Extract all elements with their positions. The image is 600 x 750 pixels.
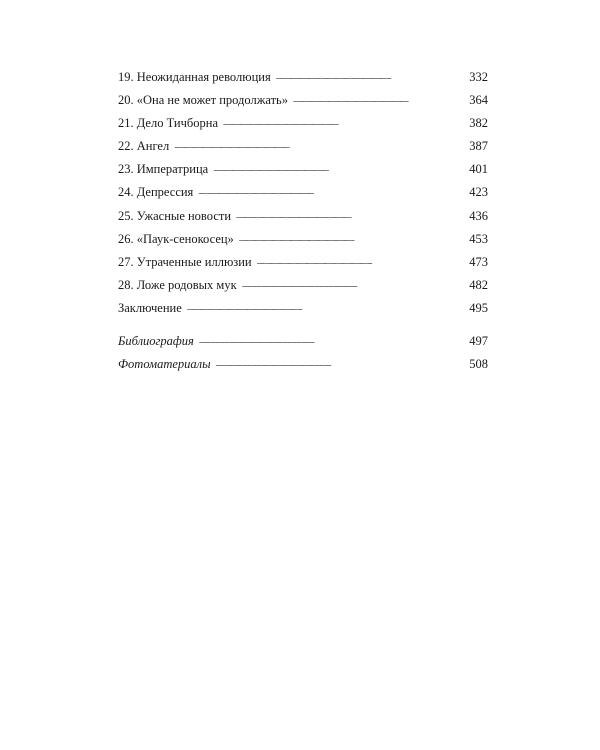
toc-entry-page: 387 bbox=[469, 139, 488, 154]
dot-leader bbox=[223, 115, 460, 128]
toc-entry-chapter-27 bbox=[118, 251, 488, 274]
toc-entry-title: 24. Депрессия bbox=[118, 185, 194, 200]
dot-leader bbox=[199, 333, 460, 346]
toc-entry-conclusion bbox=[118, 297, 488, 320]
toc-entry-title: 21. Дело Тичборна bbox=[118, 116, 218, 131]
toc-entry-page: 382 bbox=[469, 116, 488, 131]
dot-leader bbox=[198, 184, 460, 197]
toc-entry-title: Библиография bbox=[118, 334, 194, 349]
toc-entry-page: 436 bbox=[469, 208, 488, 223]
toc-entry-page: 495 bbox=[469, 300, 488, 315]
toc-entry-page: 401 bbox=[469, 162, 488, 177]
dot-leader bbox=[236, 207, 460, 220]
toc-entry-chapter-26 bbox=[118, 228, 488, 251]
toc-entry-chapter-21 bbox=[118, 112, 488, 135]
toc-entry-page: 332 bbox=[469, 70, 488, 84]
dot-leader bbox=[213, 161, 460, 174]
toc-entry-photographs bbox=[118, 353, 488, 376]
toc-entry-title: Фотоматериалы bbox=[118, 357, 211, 372]
toc-entry-page: 473 bbox=[469, 254, 488, 269]
dot-leader bbox=[257, 253, 460, 266]
toc-entry-title: 22. Ангел bbox=[118, 139, 170, 154]
table-of-contents bbox=[118, 66, 488, 376]
toc-entry-chapter-23 bbox=[118, 158, 488, 181]
toc-entry-title: 23. Императрица bbox=[118, 162, 209, 177]
toc-entry-title: 26. «Паук-сенокосец» bbox=[118, 231, 234, 246]
toc-entry-page: 497 bbox=[469, 334, 488, 349]
dot-leader bbox=[239, 230, 460, 243]
toc-entry-title: Заключение bbox=[118, 300, 182, 315]
toc-entry-page: 482 bbox=[469, 277, 488, 292]
toc-entry-title: 20. «Она не может продолжать» bbox=[118, 93, 288, 108]
toc-entry-chapter-19 bbox=[118, 66, 488, 89]
toc-entry-title: 19. Неожиданная революция bbox=[118, 70, 271, 84]
toc-entry-bibliography bbox=[118, 330, 488, 353]
toc-entry-chapter-25 bbox=[118, 205, 488, 228]
toc-entry-chapter-22 bbox=[118, 135, 488, 158]
toc-entry-page: 508 bbox=[469, 357, 488, 372]
dot-leader bbox=[293, 92, 460, 105]
toc-entry-page: 364 bbox=[469, 93, 488, 108]
toc-entry-page: 423 bbox=[469, 185, 488, 200]
dot-leader bbox=[276, 69, 460, 82]
toc-entry-title: 28. Ложе родовых мук bbox=[118, 277, 237, 292]
section-gap bbox=[118, 320, 488, 330]
toc-entry-chapter-24 bbox=[118, 181, 488, 204]
dot-leader bbox=[174, 138, 460, 151]
toc-entry-page: 453 bbox=[469, 231, 488, 246]
dot-leader bbox=[216, 356, 460, 369]
toc-entry-chapter-20 bbox=[118, 89, 488, 112]
toc-entry-chapter-28 bbox=[118, 274, 488, 297]
dot-leader bbox=[242, 276, 460, 289]
toc-entry-title: 27. Утраченные иллюзии bbox=[118, 254, 252, 269]
dot-leader bbox=[187, 299, 460, 312]
toc-entry-title: 25. Ужасные новости bbox=[118, 208, 232, 223]
